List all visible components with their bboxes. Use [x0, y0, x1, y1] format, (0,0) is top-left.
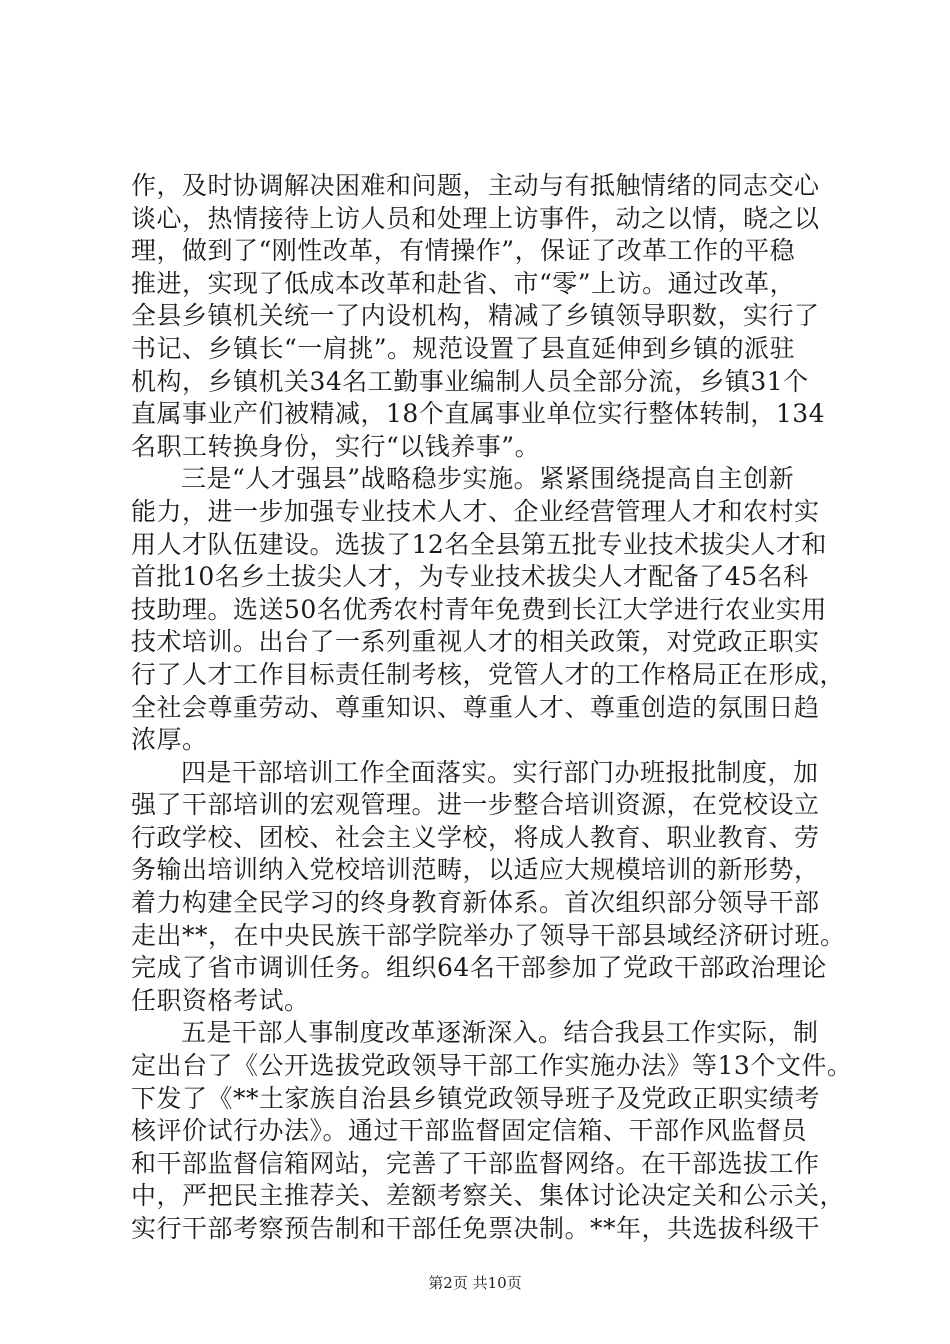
- paragraph-start-line: 四是干部培训工作全面落实。实行部门办班报批制度，加: [181, 757, 819, 787]
- text-line: 用人才队伍建设。选拔了12名全县第五批专业技术拔尖人才和: [131, 529, 827, 559]
- text-line: 走出**，在中央民族干部学院举办了领导干部县域经济研讨班。: [131, 920, 846, 950]
- text-line: 谈心，热情接待上访人员和处理上访事件，动之以情，晓之以: [131, 203, 820, 233]
- text-line: 作，及时协调解决困难和问题，主动与有抵触情绪的同志交心: [131, 171, 820, 200]
- text-line: 行政学校、团校、社会主义学校，将成人教育、职业教育、劳: [131, 822, 820, 852]
- text-line: 下发了《**土家族自治县乡镇党政领导班子及党政正职实绩考: [131, 1083, 821, 1113]
- text-line: 中，严把民主推荐关、差额考察关、集体讨论决定关和公示关，: [131, 1181, 846, 1211]
- text-line: 强了干部培训的宏观管理。进一步整合培训资源，在党校设立: [131, 790, 820, 820]
- text-line: 行了人才工作目标责任制考核，党管人才的工作格局正在形成，: [131, 659, 846, 689]
- text-line: 着力构建全民学习的终身教育新体系。首次组织部分领导干部: [131, 888, 820, 918]
- text-line: 务输出培训纳入党校培训范畴，以适应大规模培训的新形势，: [131, 855, 820, 885]
- text-line: 首批10名乡土拔尖人才，为专业技术拔尖人才配备了45名科: [131, 562, 809, 592]
- page-number-label: 第2页 共10页: [428, 1274, 522, 1292]
- text-line: 实行干部考察预告制和干部任免票决制。**年，共选拔科级干: [131, 1214, 821, 1243]
- page-footer: [0, 1273, 950, 1293]
- text-line: 技术培训。出台了一系列重视人才的相关政策，对党政正职实: [131, 627, 820, 657]
- text-line: 任职资格考试。: [131, 985, 310, 1015]
- text-line: 核评价试行办法》。通过干部监督固定信箱、干部作风监督员: [131, 1116, 808, 1146]
- text-line: 推进，实现了低成本改革和赴省、市“零”上访。通过改革，: [131, 268, 796, 298]
- body-text: [131, 170, 853, 1246]
- text-line: 理，做到了“刚性改革，有情操作”，保证了改革工作的平稳: [131, 236, 796, 266]
- text-line: 技助理。选送50名优秀农村青年免费到长江大学进行农业实用: [131, 594, 827, 624]
- text-line: 全县乡镇机关统一了内设机构，精减了乡镇领导职数，实行了: [131, 301, 820, 331]
- text-line: 完成了省市调训任务。组织64名干部参加了党政干部政治理论: [131, 953, 827, 983]
- text-line: 全社会尊重劳动、尊重知识、尊重人才、尊重创造的氛围日趋: [131, 692, 820, 722]
- text-line: 名职工转换身份，实行“以钱养事”。: [131, 431, 541, 461]
- text-line: 能力，进一步加强专业技术人才、企业经营管理人才和农村实: [131, 496, 820, 526]
- text-line: 和干部监督信箱网站，完善了干部监督网络。在干部选拔工作: [131, 1148, 820, 1178]
- text-line: 浓厚。: [131, 725, 208, 755]
- paragraph-start-line: 五是干部人事制度改革逐渐深入。结合我县工作实际，制: [181, 1018, 819, 1048]
- text-line: 书记、乡镇长“一肩挑”。规范设置了县直延伸到乡镇的派驻: [131, 333, 796, 363]
- paragraph-start-line: 三是“人才强县”战略稳步实施。紧紧围绕提高自主创新: [181, 464, 795, 494]
- text-line: 机构，乡镇机关34名工勤事业编制人员全部分流，乡镇31个: [131, 366, 809, 396]
- text-line: 直属事业产们被精减，18个直属事业单位实行整体转制，134: [131, 399, 826, 429]
- text-line: 定出台了《公开选拔党政领导干部工作实施办法》等13个文件。: [131, 1051, 853, 1081]
